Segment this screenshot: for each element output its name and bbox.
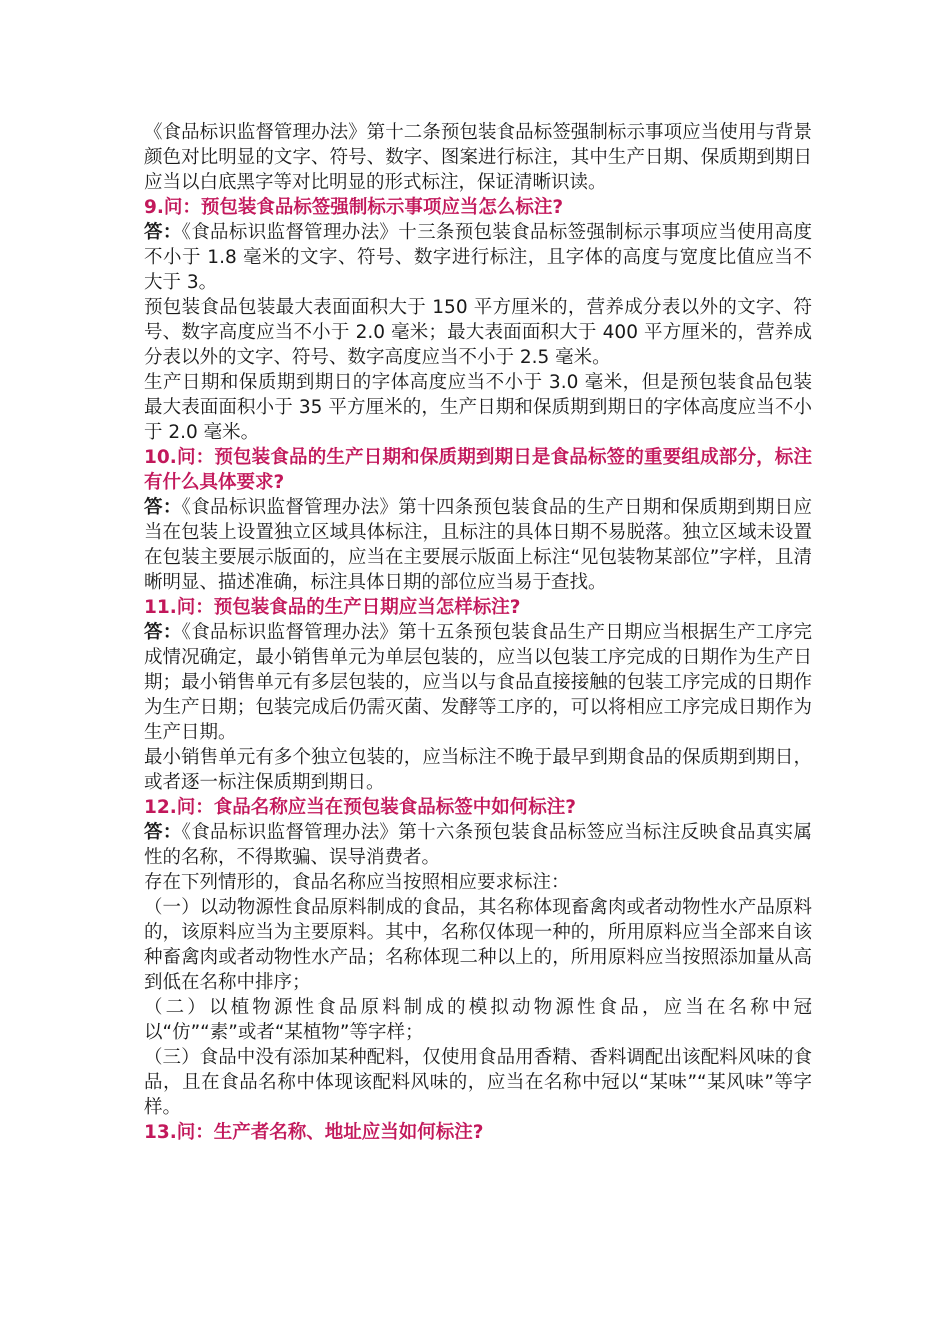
answer-label: 答： bbox=[144, 222, 182, 243]
question-10: 10.问：预包装食品的生产日期和保质期到期日是食品标签的重要组成部分，标注有什么具体要求? bbox=[144, 447, 812, 493]
answer-9 bbox=[144, 220, 812, 295]
question-9: 9.问：预包装食品标签强制标示事项应当怎么标注? bbox=[144, 197, 564, 218]
answer-11 bbox=[144, 620, 812, 745]
paragraph-text-size-requirements: 预包装食品包装最大表面面积大于 150 平方厘米的，营养成分表以外的文字、符号、数字高度应当不小于 2.0 毫米；最大表面面积大于 400 平方厘米的，营养成分表以外的文字、符号、数字高度应当不小于 2.5 毫米。 bbox=[144, 297, 812, 368]
answer-text: 《食品标识监督管理办法》第十五条预包装食品生产日期应当根据生产工序完成情况确定，最小销售单元为单层包装的，应当以包装工序完成的日期作为生产日期；最小销售单元有多层包装的，应当以与食品直接接触的包装工序完成的日期作为生产日期；包装完成后仍需灭菌、发酵等工序的，可以将相应工序完成日期作为生产日期。 bbox=[144, 622, 812, 743]
question-11: 11.问：预包装食品的生产日期应当怎样标注? bbox=[144, 597, 521, 618]
answer-label: 答： bbox=[144, 497, 182, 518]
answer-label: 答： bbox=[144, 822, 182, 843]
answer-text: 《食品标识监督管理办法》第十四条预包装食品的生产日期和保质期到期日应当在包装上设置独立区域具体标注，且标注的具体日期不易脱落。独立区域未设置在包装主要展示版面的，应当在主要展示版面上标注“见包装物某部位”字样，且清晰明显、描述准确，标注具体日期的部位应当易于查找。 bbox=[144, 497, 812, 593]
answer-text: 《食品标识监督管理办法》十三条预包装食品标签强制标示事项应当使用高度不小于 1.8 毫米的文字、符号、数字进行标注，且字体的高度与宽度比值应当不大于 3。 bbox=[144, 222, 812, 293]
answer-label: 答： bbox=[144, 622, 182, 643]
paragraph-date-text-size: 生产日期和保质期到期日的字体高度应当不小于 3.0 毫米，但是预包装食品包装最大表面面积小于 35 平方厘米的，生产日期和保质期到期日的字体高度应当不小于 2.0 毫米。 bbox=[144, 372, 812, 443]
paragraph-multiple-packages: 最小销售单元有多个独立包装的，应当标注不晚于最早到期食品的保质期到期日，或者逐一标注保质期到期日。 bbox=[144, 747, 812, 793]
answer-text: 《食品标识监督管理办法》第十六条预包装食品标签应当标注反映食品真实属性的名称，不得欺骗、误导消费者。 bbox=[144, 822, 812, 868]
question-13: 13.问：生产者名称、地址应当如何标注? bbox=[144, 1122, 484, 1143]
list-item-1: （一）以动物源性食品原料制成的食品，其名称体现畜禽肉或者动物性水产品原料的，该原料应当为主要原料。其中，名称仅体现一种的，所用原料应当全部来自该种畜禽肉或者动物性水产品；名称体现二种以上的，所用原料应当按照添加量从高到低在名称中排序； bbox=[144, 897, 812, 993]
paragraph-naming-intro: 存在下列情形的，食品名称应当按照相应要求标注： bbox=[144, 872, 570, 893]
question-12: 12.问：食品名称应当在预包装食品标签中如何标注? bbox=[144, 797, 577, 818]
answer-12 bbox=[144, 820, 812, 870]
list-item-2: （二）以植物源性食品原料制成的模拟动物源性食品，应当在名称中冠以“仿”“素”或者“某植物”等字样； bbox=[144, 997, 812, 1043]
answer-10 bbox=[144, 495, 812, 595]
document-page bbox=[144, 120, 812, 1145]
list-item-3: （三）食品中没有添加某种配料，仅使用食品用香精、香料调配出该配料风味的食品，且在食品名称中体现该配料风味的，应当在名称中冠以“某味”“某风味”等字样。 bbox=[144, 1047, 812, 1118]
paragraph-article-12: 《食品标识监督管理办法》第十二条预包装食品标签强制标示事项应当使用与背景颜色对比明显的文字、符号、数字、图案进行标注，其中生产日期、保质期到期日应当以白底黑字等对比明显的形式标注，保证清晰识读。 bbox=[144, 122, 812, 193]
